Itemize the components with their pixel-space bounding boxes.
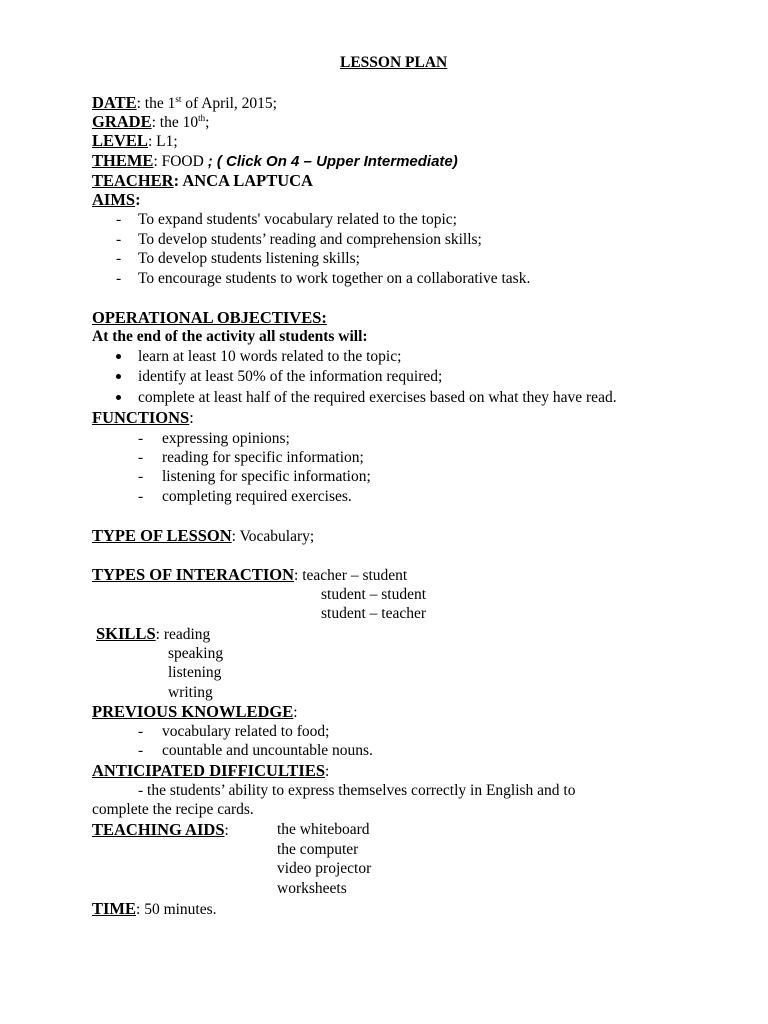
aims-heading: AIMS: — [92, 190, 141, 209]
objectives-intro: At the end of the activity all students will: — [92, 328, 368, 345]
functions-dash: - — [138, 449, 144, 466]
list-item: reading for specific information; — [162, 449, 364, 466]
list-item: To expand students' vocabulary related to the topic; — [138, 211, 457, 228]
functions-heading: FUNCTIONS: — [92, 408, 194, 427]
previous-heading: PREVIOUS KNOWLEDGE: — [92, 702, 298, 721]
skill-item: writing — [168, 684, 213, 701]
difficulties-heading: ANTICIPATED DIFFICULTIES: — [92, 761, 330, 780]
functions-dash: - — [138, 430, 144, 447]
list-item: countable and uncountable nouns. — [162, 742, 373, 759]
skill-item: listening — [168, 664, 222, 681]
list-item: To develop students listening skills; — [138, 250, 360, 267]
previous-dash: - — [138, 723, 144, 740]
skill-item: speaking — [168, 645, 224, 662]
theme-line: THEME: FOOD ; ( Click On 4 – Upper Intermediate) — [92, 151, 458, 170]
functions-dash: - — [138, 488, 144, 505]
teacher-line: TEACHER: ANCA LAPTUCA — [92, 171, 313, 190]
aims-dash: - — [116, 231, 122, 248]
interaction-line: TYPES OF INTERACTION: teacher – student — [92, 565, 408, 584]
lesson-type-line: TYPE OF LESSON: Vocabulary; — [92, 526, 315, 545]
aid-item: video projector — [277, 860, 372, 877]
interaction-item: student – student — [321, 586, 427, 603]
list-item: learn at least 10 words related to the topic; — [138, 348, 402, 365]
level-line: LEVEL: L1; — [92, 131, 178, 150]
page-title: LESSON PLAN — [340, 54, 448, 71]
functions-dash: - — [138, 468, 144, 485]
list-item: identify at least 50% of the information required; — [138, 368, 443, 385]
list-item: vocabulary related to food; — [162, 723, 330, 740]
difficulties-text: - the students’ ability to express themselves correctly in English and to — [138, 782, 576, 799]
aid-item: the computer — [277, 841, 359, 858]
aid-item: worksheets — [277, 880, 347, 897]
list-item: completing required exercises. — [162, 488, 352, 505]
difficulties-text: complete the recipe cards. — [92, 801, 254, 818]
list-item: expressing opinions; — [162, 430, 290, 447]
objectives-heading: OPERATIONAL OBJECTIVES: — [92, 308, 327, 327]
list-item: complete at least half of the required exercises based on what they have read. — [138, 389, 617, 406]
bullet-icon — [116, 374, 121, 379]
list-item: To develop students’ reading and comprehension skills; — [138, 231, 482, 248]
aid-item: the whiteboard — [277, 821, 370, 838]
grade-line: GRADE: the 10th; — [92, 112, 210, 131]
list-item: listening for specific information; — [162, 468, 371, 485]
time-line: TIME: 50 minutes. — [92, 899, 217, 918]
skills-line: SKILLS: reading — [96, 624, 211, 643]
aims-dash: - — [116, 250, 122, 267]
bullet-icon — [116, 395, 121, 400]
date-line: DATE: the 1st of April, 2015; — [92, 93, 277, 112]
list-item: To encourage students to work together on a collaborative task. — [138, 270, 531, 287]
aims-dash: - — [116, 211, 122, 228]
interaction-item: student – teacher — [321, 605, 427, 622]
aids-heading: TEACHING AIDS: — [92, 820, 229, 839]
previous-dash: - — [138, 742, 144, 759]
bullet-icon — [116, 354, 121, 359]
aims-dash: - — [116, 270, 122, 287]
